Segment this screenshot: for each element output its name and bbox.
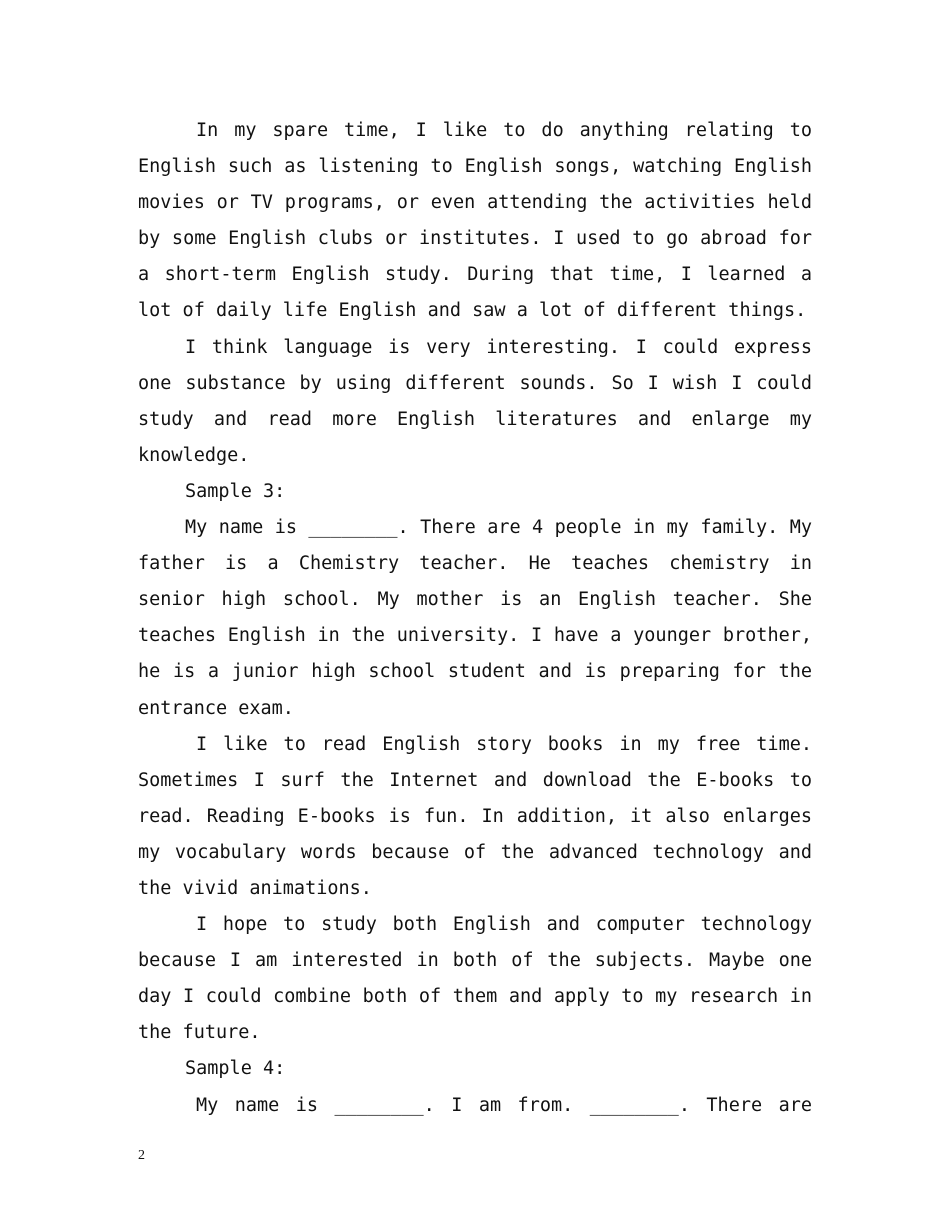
paragraph-hope: I hope to study both English and computer technology because I am interested in both of the subjects. Maybe one day I could combine both of them and apply to my research in the future.	[138, 914, 812, 1044]
body-text	[138, 113, 812, 1124]
paragraph-sample-4-intro: My name is ________. I am from. ________. There are	[196, 1094, 812, 1116]
paragraph-spare-time: In my spare time, I like to do anything relating to English such as listening to English songs, watching English movies or TV programs, or even attending the activities held by some English clubs or institutes. I used to go abroad for a short-term English study. During that time, I learned a lot of daily life English and saw a lot of different things.	[138, 120, 812, 322]
paragraph-language: I think language is very interesting. I could express one substance by using different sounds. So I wish I could study and read more English literatures and enlarge my knowledge.	[138, 336, 812, 466]
heading-sample-4: Sample 4:	[185, 1058, 286, 1080]
paragraph-family: My name is ________. There are 4 people in my family. My father is a Chemistry teacher. He teaches chemistry in senior high school. My mother is an English teacher. She teaches English in the university. I have a younger brother, he is a junior high school student and is preparing for the entrance exam.	[138, 517, 812, 719]
page-number: 2	[138, 1148, 145, 1163]
paragraph-free-time: I like to read English story books in my free time. Sometimes I surf the Internet and download the E-books to read. Reading E-books is fun. In addition, it also enlarges my vocabulary words because of the advanced technology and the vivid animations.	[138, 733, 812, 899]
heading-sample-3: Sample 3:	[185, 480, 286, 502]
